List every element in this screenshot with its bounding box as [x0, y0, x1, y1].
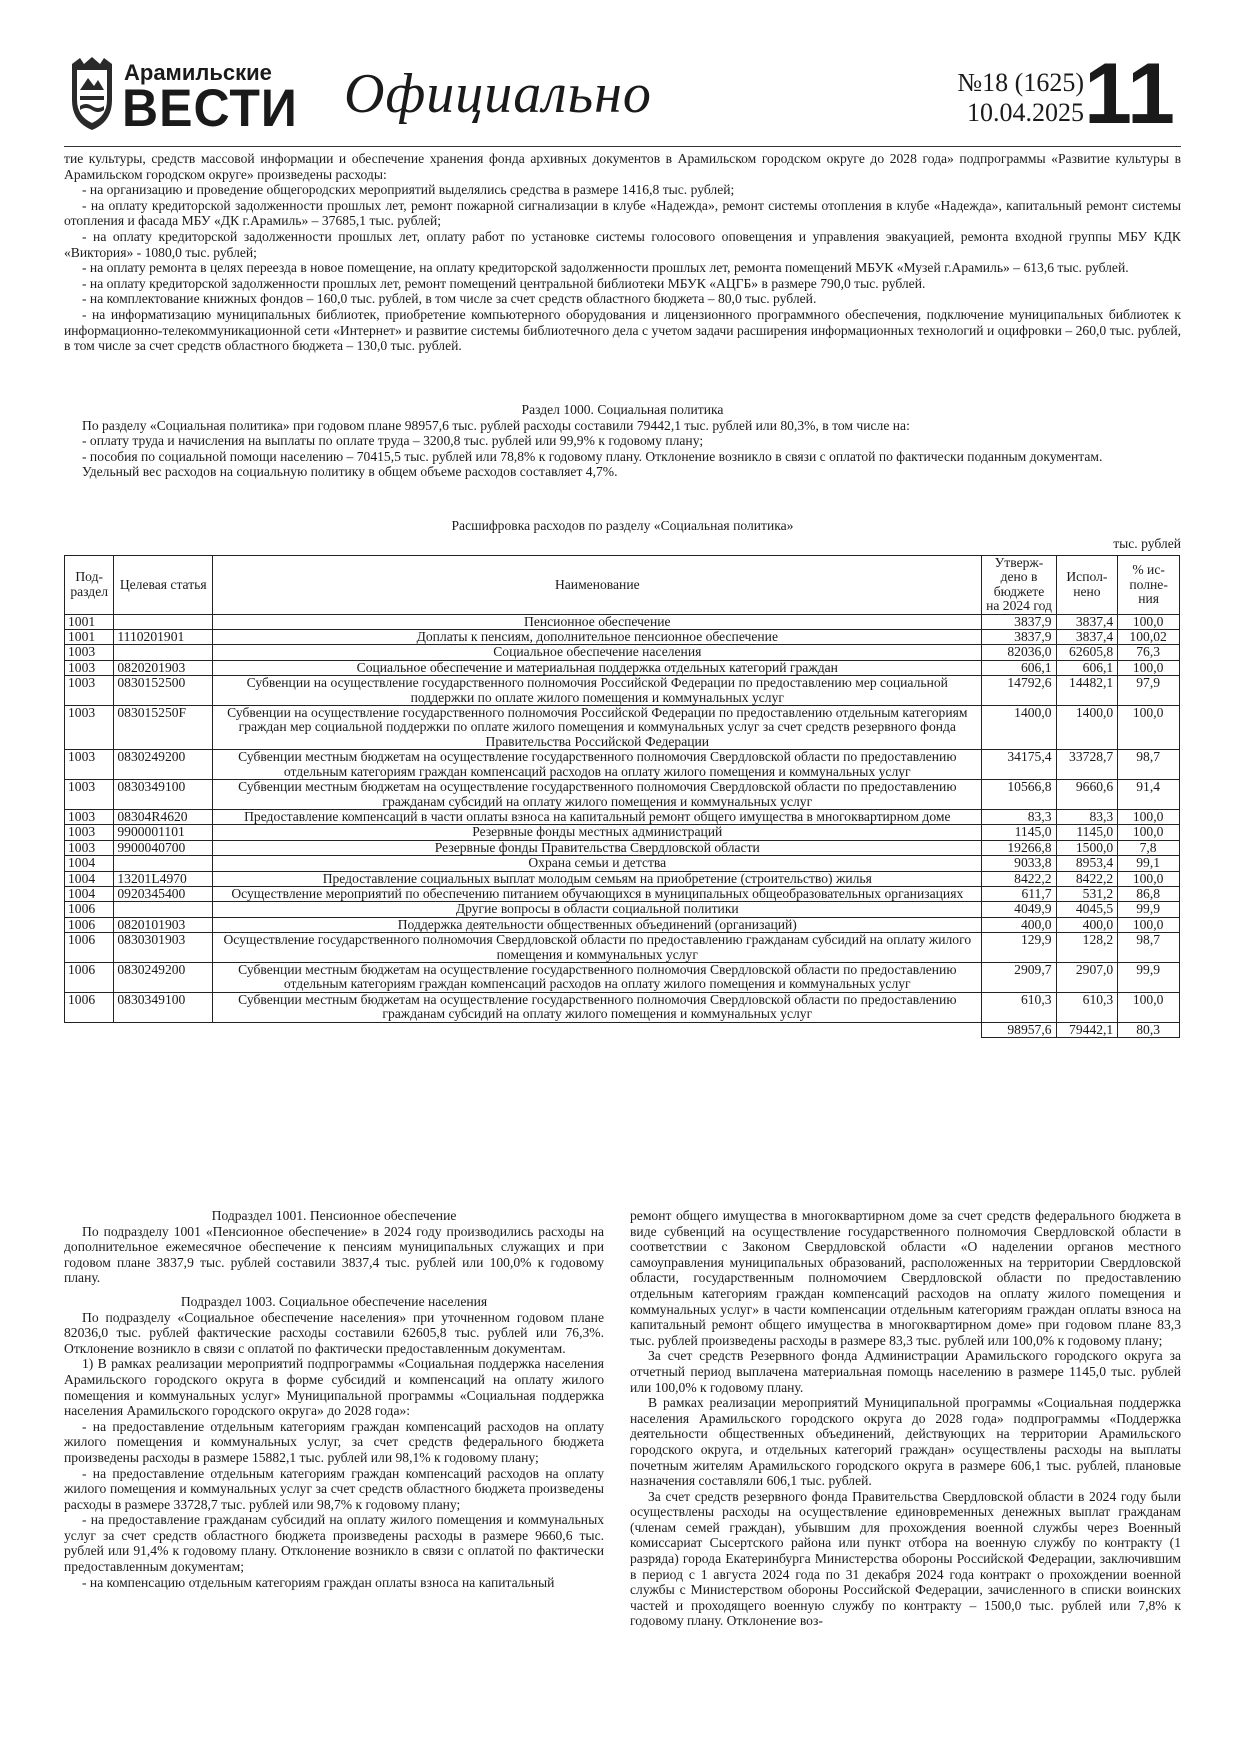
table-title: Расшифровка расходов по разделу «Социальная политика»: [451, 518, 794, 533]
table-row: [65, 886, 1180, 901]
paragraph: По разделу «Социальная политика» при годовом плане 98957,6 тыс. рублей расходы составили 79442,1 тыс. рублей или 80,3%, в том числе на:: [82, 417, 910, 433]
table-row: [65, 871, 1180, 886]
cell-approved: 34175,4: [982, 750, 1056, 780]
cell-subsection: 1001: [65, 630, 114, 645]
cell-executed: 4045,5: [1056, 902, 1118, 917]
left-column: [64, 1208, 604, 1590]
paragraph: В рамках реализации мероприятий Муниципальной программы «Социальная поддержка населения Арамильского городского округа до 2028 года» подпрограммы «Поддержка деятельности общественных объединений, действующих на территории Арамильского городского округа, и отдельных категорий граждан» осуществлены расходы на выплаты почетным жителям Арамильского городского округа в размере 606,1 тыс. рублей, плановые назначения составляли 606,1 тыс. рублей.: [630, 1395, 1181, 1489]
table-row: [65, 825, 1180, 840]
paragraph: - на оплату кредиторской задолженности прошлых лет, ремонт пожарной сигнализации в клубе «Надежда», ремонт системы отопления в клубе «Надежда», капитальный ремонт системы отопления и фасада МБУ «ДК г.Арамиль» – 37685,1 тыс. рублей;: [64, 197, 1181, 229]
cell-subsection: 1006: [65, 902, 114, 917]
cell-target: 083015250F: [114, 706, 213, 750]
cell-target: 9900040700: [114, 840, 213, 855]
cell-subsection: 1006: [65, 992, 114, 1022]
cell-approved: 129,9: [982, 933, 1056, 963]
cell-executed: 83,3: [1056, 809, 1118, 824]
cell-target: 0830249200: [114, 962, 213, 992]
cell-subsection: 1004: [65, 871, 114, 886]
cell-subsection: 1003: [65, 840, 114, 855]
table-row: [65, 992, 1180, 1022]
paragraph: - на предоставление отдельным категориям граждан компенсаций расходов на оплату жилого помещения и коммунальных услуг, за счет средств федерального бюджета произведены расходы в размере 15882,1 тыс. рублей или 98,1% к годовому плану;: [64, 1418, 604, 1465]
cell-name: Охрана семьи и детства: [213, 856, 982, 871]
cell-name: Осуществление мероприятий по обеспечению питанием обучающихся в муниципальных общеобразовательных организациях: [213, 886, 982, 901]
cell-subsection: 1003: [65, 825, 114, 840]
cell-approved: 610,3: [982, 992, 1056, 1022]
paragraph: За счет средств Резервного фонда Администрации Арамильского городского округа за отчетный период выплачена материальная помощь населению в размере 1145,0 тыс. рублей или 100,0% к годовому плану.: [630, 1348, 1181, 1395]
cell-executed: 1145,0: [1056, 825, 1118, 840]
cell-subsection: 1001: [65, 614, 114, 629]
table-row: [65, 809, 1180, 824]
cell-approved: 19266,8: [982, 840, 1056, 855]
cell-subsection: 1003: [65, 780, 114, 810]
cell-executed: 8953,4: [1056, 856, 1118, 871]
cell-subsection: 1006: [65, 917, 114, 932]
cell-percent: 100,0: [1118, 614, 1180, 629]
cell-percent: 100,02: [1118, 630, 1180, 645]
header-executed: Испол-нено: [1056, 556, 1118, 615]
cell-subsection: 1003: [65, 645, 114, 660]
cell-name: Социальное обеспечение населения: [213, 645, 982, 660]
cell-target: 0920345400: [114, 886, 213, 901]
cell-executed: 1400,0: [1056, 706, 1118, 750]
cell-target: 0820201903: [114, 660, 213, 675]
right-column: [630, 1208, 1181, 1629]
cell-subsection: 1003: [65, 676, 114, 706]
cell-name: Резервные фонды местных администраций: [213, 825, 982, 840]
cell-percent: 100,0: [1118, 917, 1180, 932]
cell-empty: [114, 1022, 213, 1037]
cell-target: 0830301903: [114, 933, 213, 963]
cell-approved: 82036,0: [982, 645, 1056, 660]
cell-subsection: 1003: [65, 809, 114, 824]
cell-total-executed: 79442,1: [1056, 1022, 1118, 1037]
table-row: [65, 706, 1180, 750]
header-divider: [64, 146, 1181, 147]
cell-percent: 100,0: [1118, 992, 1180, 1022]
cell-target: [114, 645, 213, 660]
cell-empty: [65, 1022, 114, 1037]
cell-executed: 9660,6: [1056, 780, 1118, 810]
cell-total-percent: 80,3: [1118, 1022, 1180, 1037]
cell-percent: 99,1: [1118, 856, 1180, 871]
cell-approved: 606,1: [982, 660, 1056, 675]
cell-approved: 3837,9: [982, 630, 1056, 645]
paragraph: - на компенсацию отдельным категориям граждан оплаты взноса на капитальный: [82, 1574, 555, 1590]
paragraph: ремонт общего имущества в многоквартирном доме за счет средств федерального бюджета в виде субвенций на осуществление государственного полномочия Свердловской области в соответствии с Законом Свердловской области «О наделении органов местного самоуправления муниципальных образований, расположенных на территории Свердловской области, государственным полномочием Свердловской области по предоставлению отдельным категориям граждан компенсаций расходов на оплату жилого помещения и коммунальных услуг» в части компенсации отдельным категориям граждан оплаты взноса на капитальный ремонт общего имущества в многоквартирном доме» при годовом плане 83,3 тыс. рублей произведены расходы в размере 83,3 тыс. рублей или 100,0% к годовому плану;: [630, 1208, 1181, 1348]
table-row: [65, 917, 1180, 932]
table-header-row: [65, 556, 1180, 615]
paragraph: - пособия по социальной помощи населению – 70415,5 тыс. рублей или 78,8% к годовому плану. Отклонение возникло в связи с оплатой по фактически поданным документам.: [82, 448, 1103, 464]
cell-approved: 10566,8: [982, 780, 1056, 810]
cell-percent: 100,0: [1118, 809, 1180, 824]
cell-percent: 98,7: [1118, 933, 1180, 963]
cell-name: Субвенции местным бюджетам на осуществление государственного полномочия Свердловской области по предоставлению отдельным категориям граждан компенсаций расходов на оплату жилого помещения и коммунальных услуг: [213, 750, 982, 780]
cell-name: Поддержка деятельности общественных объединений (организаций): [213, 917, 982, 932]
cell-percent: 100,0: [1118, 871, 1180, 886]
logo-main-text: ВЕСТИ: [122, 78, 298, 138]
social-policy-section: [64, 402, 1181, 480]
table-row: [65, 750, 1180, 780]
cell-name: Субвенции на осуществление государственного полномочия Российской Федерации по предоставлению мер социальной поддержки по оплате жилого помещения и коммунальных услуг: [213, 676, 982, 706]
table-row: [65, 630, 1180, 645]
cell-target: [114, 856, 213, 871]
table-row: [65, 645, 1180, 660]
cell-name: Предоставление компенсаций в части оплаты взноса на капитальный ремонт общего имущества в многоквартирном доме: [213, 809, 982, 824]
table-body: [65, 614, 1180, 1037]
cell-executed: 400,0: [1056, 917, 1118, 932]
cell-percent: 98,7: [1118, 750, 1180, 780]
cell-executed: 8422,2: [1056, 871, 1118, 886]
paragraph: - на информатизацию муниципальных библиотек, приобретение компьютерного оборудования и лицензионного программного обеспечения, подключение муниципальных библиотек к информационно-телекоммуникационной сети «Интернет» и развитие системы библиотечного дела с учетом задачи расширения информационных технологий и оцифровки – 260,0 тыс. рублей, в том числе за счет средств областного бюджета – 130,0 тыс. рублей.: [64, 306, 1181, 354]
cell-target: 0830349100: [114, 992, 213, 1022]
cell-percent: 7,8: [1118, 840, 1180, 855]
cell-target: [114, 614, 213, 629]
cell-approved: 3837,9: [982, 614, 1056, 629]
paragraph: - на оплату кредиторской задолженности прошлых лет, ремонт помещений центральной библиотеки МБУК «АЦГБ» в размере 790,0 тыс. рублей.: [82, 275, 926, 291]
cell-name: Субвенции местным бюджетам на осуществление государственного полномочия Свердловской области по предоставлению гражданам субсидий на оплату жилого помещения и коммунальных услуг: [213, 992, 982, 1022]
paragraph: Удельный вес расходов на социальную политику в общем объеме расходов составляет 4,7%.: [82, 464, 618, 480]
cell-subsection: 1004: [65, 886, 114, 901]
cell-percent: 91,4: [1118, 780, 1180, 810]
cell-percent: 97,9: [1118, 676, 1180, 706]
cell-name: Пенсионное обеспечение: [213, 614, 982, 629]
issue-info: [884, 68, 1084, 128]
table-row: [65, 780, 1180, 810]
cell-subsection: 1004: [65, 856, 114, 871]
section-heading: Раздел 1000. Социальная политика: [521, 402, 724, 417]
newspaper-logo: [64, 56, 304, 136]
cell-executed: 14482,1: [1056, 676, 1118, 706]
coat-of-arms-icon: [64, 56, 120, 132]
paragraph: - на предоставление отдельным категориям граждан компенсаций расходов на оплату жилого помещения и коммунальных услуг за счет средств областного бюджета произведены расходы в размере 33728,7 тыс. рублей или 98,7% к годовому плану;: [64, 1465, 604, 1512]
cell-name: Социальное обеспечение и материальная поддержка отдельных категорий граждан: [213, 660, 982, 675]
cell-name: Другие вопросы в области социальной политики: [213, 902, 982, 917]
culture-expenses-text: [64, 151, 1181, 354]
paragraph: - на предоставление гражданам субсидий на оплату жилого помещения и коммунальных услуг за счет средств областного бюджета произведены расходы в размере 9660,6 тыс. рублей или 91,4% к годовому плану. Отклонение возникло в связи с оплатой по фактически предоставленным документам;: [64, 1512, 604, 1575]
cell-percent: 100,0: [1118, 706, 1180, 750]
cell-executed: 2907,0: [1056, 962, 1118, 992]
table-row: [65, 856, 1180, 871]
paragraph: 1) В рамках реализации мероприятий подпрограммы «Социальная поддержка населения Арамильского городского округа в форме субсидий и компенсаций на оплату жилого помещения и коммунальных услуг» Муниципальной программы «Социальная поддержка населения Арамильского городского округа» до 2028 года»:: [64, 1356, 604, 1419]
table-row: [65, 676, 1180, 706]
table-units: тыс. рублей: [1113, 536, 1181, 551]
cell-name: Субвенции на осуществление государственного полномочия Российской Федерации по предоставлению отдельным категориям граждан мер социальной поддержки по оплате жилого помещения и коммунальных услуг за счет средств резервного фонда Правительства Российской Федерации: [213, 706, 982, 750]
subsection-heading: Подраздел 1001. Пенсионное обеспечение: [211, 1208, 457, 1223]
table-row: [65, 840, 1180, 855]
cell-target: 0830349100: [114, 780, 213, 810]
cell-approved: 400,0: [982, 917, 1056, 932]
table-total-row: [65, 1022, 1180, 1037]
cell-approved: 9033,8: [982, 856, 1056, 871]
cell-name: Осуществление государственного полномочия Свердловской области по предоставлению гражданам субсидий на оплату жилого помещения и коммунальных услуг: [213, 933, 982, 963]
cell-executed: 1500,0: [1056, 840, 1118, 855]
table-row: [65, 962, 1180, 992]
cell-executed: 33728,7: [1056, 750, 1118, 780]
cell-total-approved: 98957,6: [982, 1022, 1056, 1037]
cell-name: Резервные фонды Правительства Свердловской области: [213, 840, 982, 855]
cell-name: Доплаты к пенсиям, дополнительное пенсионное обеспечение: [213, 630, 982, 645]
paragraph: - на оплату кредиторской задолженности прошлых лет, оплату работ по установке системы голосового оповещения и управления эвакуацией, ремонта входной группы МБУ КДК «Виктория» - 1080,0 тыс. рублей;: [64, 228, 1181, 260]
cell-percent: 100,0: [1118, 660, 1180, 675]
cell-approved: 8422,2: [982, 871, 1056, 886]
paragraph: За счет средств резервного фонда Правительства Свердловской области в 2024 году были осуществлены расходы на осуществление единовременных денежных выплат гражданам (членам семей граждан), убывшим для прохождения военной службы через Военный комиссариат Сысертского района или пункт отбора на военную службу по контракту (1 разряда) города Екатеринбурга Министерства обороны Российской Федерации, заключившим в период с 1 августа 2024 года по 31 декабря 2024 года контракт о прохождении военной службы с Министерством обороны Российской Федерации, зачисленного в списки воинских частей и проходящего военную службу по контракту – 1500,0 тыс. рублей или 7,8% к годовому плану. Отклонение воз-: [630, 1488, 1181, 1629]
header-percent: % ис-полне-ния: [1118, 556, 1180, 615]
cell-approved: 14792,6: [982, 676, 1056, 706]
expenses-table: [64, 555, 1180, 1038]
cell-approved: 1145,0: [982, 825, 1056, 840]
table-row: [65, 933, 1180, 963]
issue-number: №18 (1625): [957, 68, 1084, 97]
cell-approved: 1400,0: [982, 706, 1056, 750]
cell-subsection: 1003: [65, 706, 114, 750]
cell-target: [114, 902, 213, 917]
logo-top-text: Арамильские: [124, 60, 272, 85]
cell-target: 1110201901: [114, 630, 213, 645]
cell-approved: 2909,7: [982, 962, 1056, 992]
paragraph: - на организацию и проведение общегородских мероприятий выделялись средства в размере 1416,8 тыс. рублей;: [82, 182, 735, 198]
cell-target: 0830152500: [114, 676, 213, 706]
cell-percent: 99,9: [1118, 902, 1180, 917]
cell-subsection: 1003: [65, 660, 114, 675]
table-row: [65, 660, 1180, 675]
cell-target: 9900001101: [114, 825, 213, 840]
cell-approved: 4049,9: [982, 902, 1056, 917]
cell-subsection: 1006: [65, 933, 114, 963]
table-row: [65, 614, 1180, 629]
cell-subsection: 1003: [65, 750, 114, 780]
cell-executed: 3837,4: [1056, 614, 1118, 629]
page-header: [64, 46, 1181, 142]
section-title: Официально: [344, 63, 652, 125]
paragraph: По подразделу 1001 «Пенсионное обеспечение» в 2024 году производились расходы на дополнительное ежемесячное обеспечение к пенсиям муниципальных служащих и при годовом плане 3837,9 тыс. рублей составили 3837,4 тыс. рублей или 100,0% к годовому плану.: [64, 1223, 604, 1286]
header-name: Наименование: [213, 556, 982, 615]
cell-subsection: 1006: [65, 962, 114, 992]
cell-target: 0830249200: [114, 750, 213, 780]
cell-empty: [213, 1022, 982, 1037]
cell-percent: 100,0: [1118, 825, 1180, 840]
page-number: 11: [1084, 46, 1175, 142]
paragraph: По подразделу «Социальное обеспечение населения» при уточненном годовом плане 82036,0 тыс. рублей фактические расходы составили 62605,8 тыс. рублей или 76,3%. Отклонение возникло в связи с оплатой по фактически предоставленным документам.: [64, 1309, 604, 1356]
cell-executed: 531,2: [1056, 886, 1118, 901]
header-subsection: Под-раздел: [65, 556, 114, 615]
cell-percent: 86,8: [1118, 886, 1180, 901]
cell-target: 13201L4970: [114, 871, 213, 886]
cell-approved: 611,7: [982, 886, 1056, 901]
cell-name: Субвенции местным бюджетам на осуществление государственного полномочия Свердловской области по предоставлению отдельным категориям граждан компенсаций расходов на оплату жилого помещения и коммунальных услуг: [213, 962, 982, 992]
cell-target: 08304R4620: [114, 809, 213, 824]
cell-name: Субвенции местным бюджетам на осуществление государственного полномочия Свердловской области по предоставлению гражданам субсидий на оплату жилого помещения и коммунальных услуг: [213, 780, 982, 810]
cell-approved: 83,3: [982, 809, 1056, 824]
paragraph: - на оплату ремонта в целях переезда в новое помещение, на оплату кредиторской задолженности прошлых лет, ремонта помещений МБУК «Музей г.Арамиль» – 613,6 тыс. рублей.: [82, 260, 1129, 276]
paragraph: - оплату труда и начисления на выплаты по оплате труда – 3200,8 тыс. рублей или 99,9% к годовому плану;: [82, 433, 704, 449]
table-row: [65, 902, 1180, 917]
header-target: Целевая статья: [114, 556, 213, 615]
cell-executed: 610,3: [1056, 992, 1118, 1022]
subsection-heading: Подраздел 1003. Социальное обеспечение населения: [180, 1293, 488, 1309]
paragraph: - на комплектование книжных фондов – 160,0 тыс. рублей, в том числе за счет средств областного бюджета – 80,0 тыс. рублей.: [82, 291, 817, 307]
paragraph: тие культуры, средств массовой информации и обеспечение хранения фонда архивных документов в Арамильском городском округе до 2028 года» подпрограммы «Развитие культуры в Арамильском городском округе» произведены расходы:: [64, 151, 1181, 182]
cell-percent: 76,3: [1118, 645, 1180, 660]
cell-target: 0820101903: [114, 917, 213, 932]
cell-executed: 128,2: [1056, 933, 1118, 963]
cell-executed: 62605,8: [1056, 645, 1118, 660]
header-approved: Утверж-дено в бюджете на 2024 год: [982, 556, 1056, 615]
cell-percent: 99,9: [1118, 962, 1180, 992]
cell-name: Предоставление социальных выплат молодым семьям на приобретение (строительство) жилья: [213, 871, 982, 886]
issue-date: 10.04.2025: [967, 98, 1084, 127]
cell-executed: 606,1: [1056, 660, 1118, 675]
cell-executed: 3837,4: [1056, 630, 1118, 645]
